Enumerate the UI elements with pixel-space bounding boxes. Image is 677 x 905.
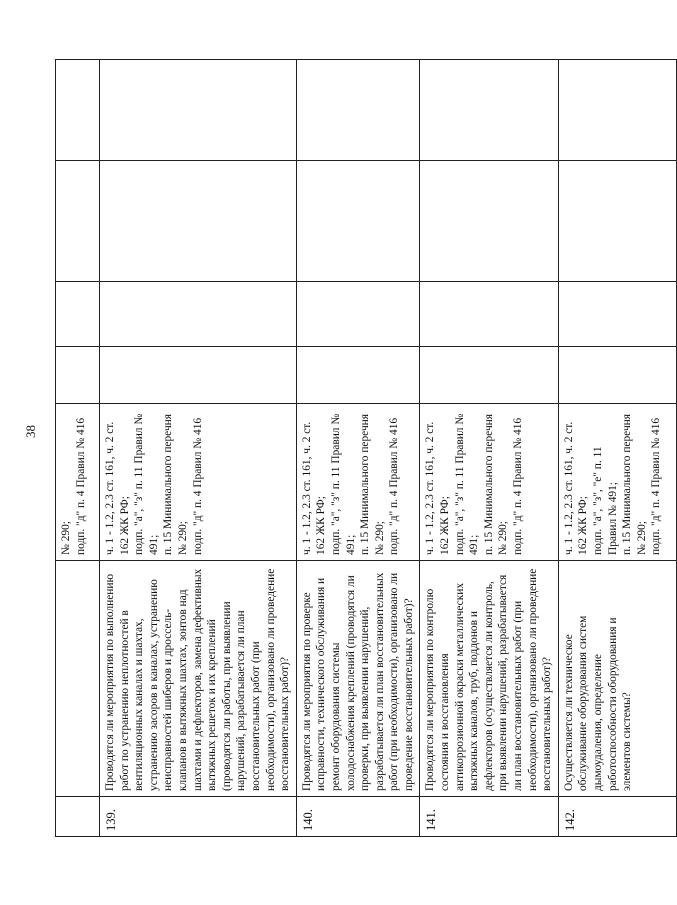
ref-line: Правил № 491; <box>606 482 619 555</box>
ref-line: подп. "д" п. 4 Правил № 416 <box>388 417 401 555</box>
ref-line: п. 15 Минимального перечня <box>482 413 495 555</box>
cell-num <box>56 797 100 837</box>
cell-answer-na <box>56 161 100 282</box>
rotated-table-container <box>55 60 663 837</box>
table-row <box>420 60 558 837</box>
cell-answer-no <box>100 282 297 347</box>
cell-answer-no <box>420 282 558 347</box>
cell-answer-yes <box>558 347 676 404</box>
question-text: Проводятся ли мероприятия по проверке исправности, технического обслуживания и ремонт оборудования системы холодоснабжения креплений (проводятся ли проверки, при выявлении нарушений, разрабатывается ли план восстановительных работ (при необходимости), организовано ли проведение восстановительных работ)? <box>300 572 415 791</box>
question-text: Проводятся ли мероприятия по выполнению работ по устранению неплотностей в вентиляционных каналах и шахтах, устранению засоров в каналах, устранению неисправностей шиберов и дроссель-клапанов в вытяжных шахтах, зонтов над шахтами и дефлекторов, замена дефективных вытяжных решеток и их креплений (проводятся ли работы, при выявлении нарушений, разрабатывается ли план восстановительных работ (при необходимости), организовано ли проведение восстановительных работ)? <box>104 568 292 791</box>
ref-line: п. 15 Минимального перечня <box>621 413 634 555</box>
cell-question <box>558 561 676 797</box>
ref-line: ч. 1 - 1.2, 2.3 ст. 161, ч. 2 ст. <box>300 421 313 555</box>
ref-line: 491; <box>147 534 160 555</box>
ref-line: подп. "д" п. 4 Правил № 416 <box>650 417 663 555</box>
cell-notes <box>296 60 420 161</box>
cell-question <box>100 561 297 797</box>
ref-line: ч. 1 - 1.2, 2.3 ст. 161, ч. 2 ст. <box>562 421 575 555</box>
cell-answer-yes <box>100 347 297 404</box>
cell-answer-no <box>296 282 420 347</box>
cell-notes <box>558 60 676 161</box>
ref-line: № 290; <box>373 521 386 555</box>
row-number: 140. <box>296 797 420 837</box>
checklist-table <box>55 59 677 837</box>
cell-answer-na <box>558 161 676 282</box>
cell-question <box>296 561 420 797</box>
cell-notes <box>420 60 558 161</box>
row-number: 141. <box>420 797 558 837</box>
table-row <box>558 60 676 837</box>
ref-line: подп. "а", "з", "е" п. 11 <box>592 446 604 555</box>
question-text: Проводятся ли мероприятия по контролю состояния и восстановления антикоррозионной окраски металлических вытяжных каналов, труб, поддонов и дефлекторов (осуществляется ли контроль, при выявлении нарушений, разрабатывается ли план восстановительных работ (при необходимости), организовано ли проведение восстановительных работ)? <box>424 568 554 791</box>
cell-notes <box>100 60 297 161</box>
page-number: 38 <box>23 425 38 438</box>
cell-question <box>420 561 558 797</box>
row-number: 142. <box>558 797 676 837</box>
cell-answer-no <box>56 282 100 347</box>
cell-refs <box>56 404 100 561</box>
ref-line: 162 ЖК РФ; <box>577 496 590 555</box>
ref-line: п. 15 Минимального перечня <box>359 413 372 555</box>
cell-notes <box>56 60 100 161</box>
ref-line: п. 15 Минимального перечня <box>162 413 175 555</box>
cell-answer-na <box>296 161 420 282</box>
cell-answer-na <box>100 161 297 282</box>
cell-refs <box>100 404 297 561</box>
table-row-continuation <box>56 60 100 837</box>
table-row <box>100 60 297 837</box>
cell-answer-yes <box>56 347 100 404</box>
ref-line: подп. "д" п. 4 Правил № 416 <box>191 417 204 555</box>
ref-line: подп. "д" п. 4 Правил № 416 <box>74 417 87 555</box>
ref-line: ч. 1 - 1.2, 2.3 ст. 161, ч. 2 ст. <box>104 421 116 555</box>
ref-line: 162 ЖК РФ; <box>439 496 452 555</box>
ref-line: подп. "а", "з" п. 11 Правил № <box>453 413 466 555</box>
cell-refs <box>558 404 676 561</box>
ref-line: подп. "д" п. 4 Правил № 416 <box>512 417 525 555</box>
question-text: Осуществляется ли техническое обслуживание оборудования систем дымоудаления, определение работоспособности оборудования и элементов системы? <box>562 615 634 791</box>
cell-refs <box>296 404 420 561</box>
cell-answer-na <box>420 161 558 282</box>
ref-line: ч. 1 - 1.2, 2.3 ст. 161, ч. 2 ст. <box>424 421 437 555</box>
ref-line: № 290; <box>176 521 189 555</box>
ref-line: 491; <box>468 534 481 555</box>
ref-line: подп. "а", "з" п. 11 Правил № <box>133 413 146 555</box>
ref-line: № 290; <box>497 521 510 555</box>
ref-line: 162 ЖК РФ; <box>118 496 131 555</box>
cell-answer-no <box>558 282 676 347</box>
cell-question <box>56 561 100 797</box>
cell-refs <box>420 404 558 561</box>
cell-answer-yes <box>296 347 420 404</box>
cell-answer-yes <box>420 347 558 404</box>
ref-line: № 290; <box>635 521 648 555</box>
ref-line: 491; <box>344 534 357 555</box>
ref-line: № 290; <box>60 521 72 555</box>
row-number: 139. <box>100 797 297 837</box>
ref-line: 162 ЖК РФ; <box>315 496 328 555</box>
table-row <box>296 60 420 837</box>
ref-line: подп. "а", "з" п. 11 Правил № <box>329 413 342 555</box>
